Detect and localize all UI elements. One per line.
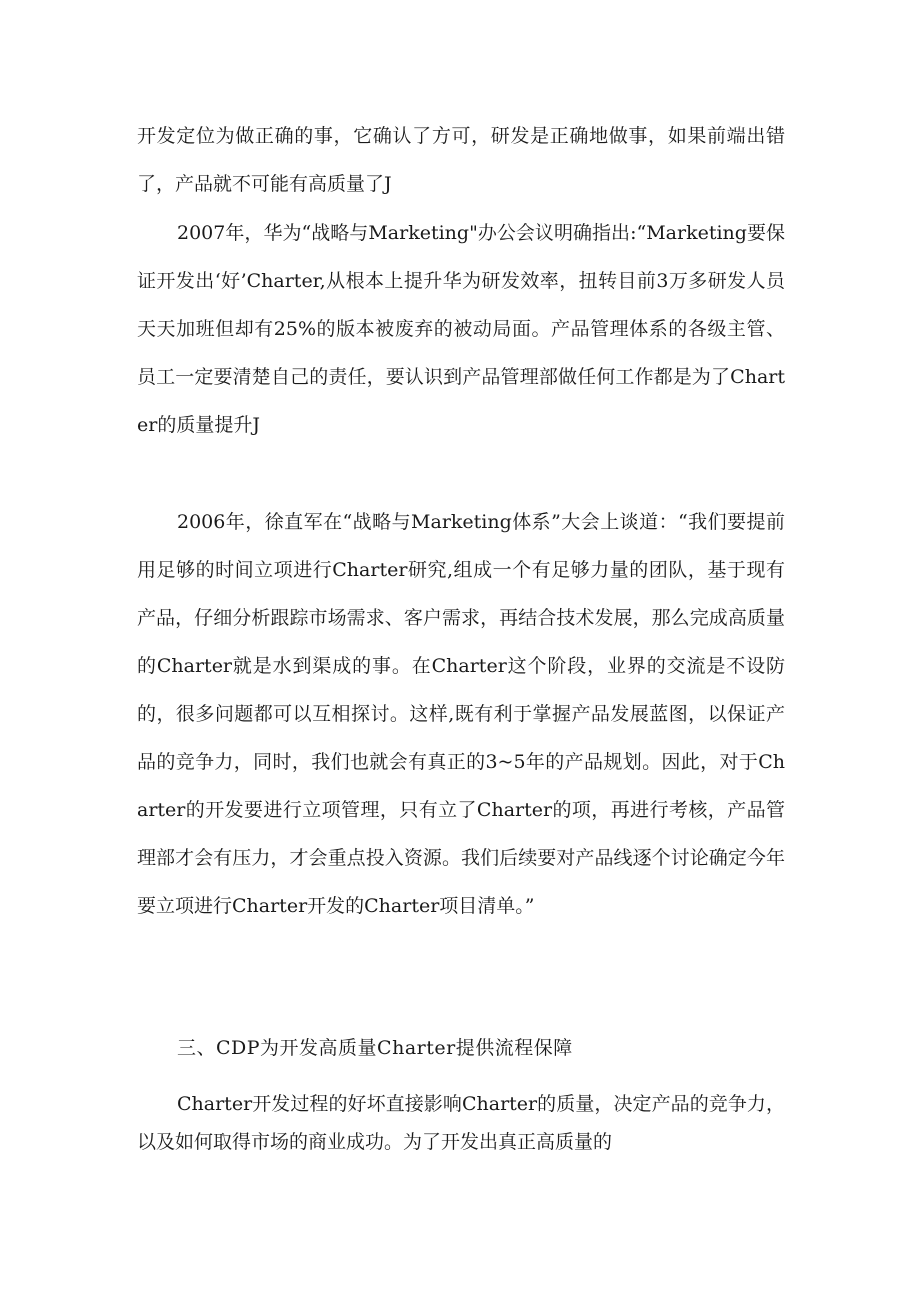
paragraph-2007-meeting: 2007年，华为“战略与Marketing"办公会议明确指出:“Marketing要保证开发出‘好’Charter,从根本上提升华为研发效率，扭转目前3万多研发人员天天加班但却有25%的版本被废弃的被动局面。产品管理体系的各级主管、员工一定要清楚自己的责任，要认识到产品管理部做任何工作都是为了Charter的质量提升J	[137, 222, 785, 436]
paragraph-2006-speech: 2006年，徐直军在“战略与Marketing体系”大会上谈道：“我们要提前用足够的时间立项进行Charter研究,组成一个有足够力量的团队，基于现有产品，仔细分析跟踪市场需求、客户需求，再结合技术发展，那么完成高质量的Charter就是水到渠成的事。在Charter这个阶段，业界的交流是不设防的，很多问题都可以互相探讨。这样,既有利于掌握产品发展蓝图，以保证产品的竞争力，同时，我们也就会有真正的3~5年的产品规划。因此，对于Charter的开发要进行立项管理，只有立了Charter的项，再进行考核，产品管理部才会有压力，才会重点投入资源。我们后续要对产品线逐个讨论确定今年要立项进行Charter开发的Charter项目清单。”	[137, 511, 785, 917]
section-heading: 三、CDP为开发高质量Charter提供流程保障	[177, 1037, 573, 1059]
paragraph-cdp-intro: Charter开发过程的好坏直接影响Charter的质量，决定产品的竞争力，以及如何取得市场的商业成功。为了开发出真正高质量的	[137, 1093, 785, 1153]
paragraph-product-positioning: 开发定位为做正确的事，它确认了方可，研发是正确地做事，如果前端出错了，产品就不可能有高质量了J	[137, 125, 785, 195]
